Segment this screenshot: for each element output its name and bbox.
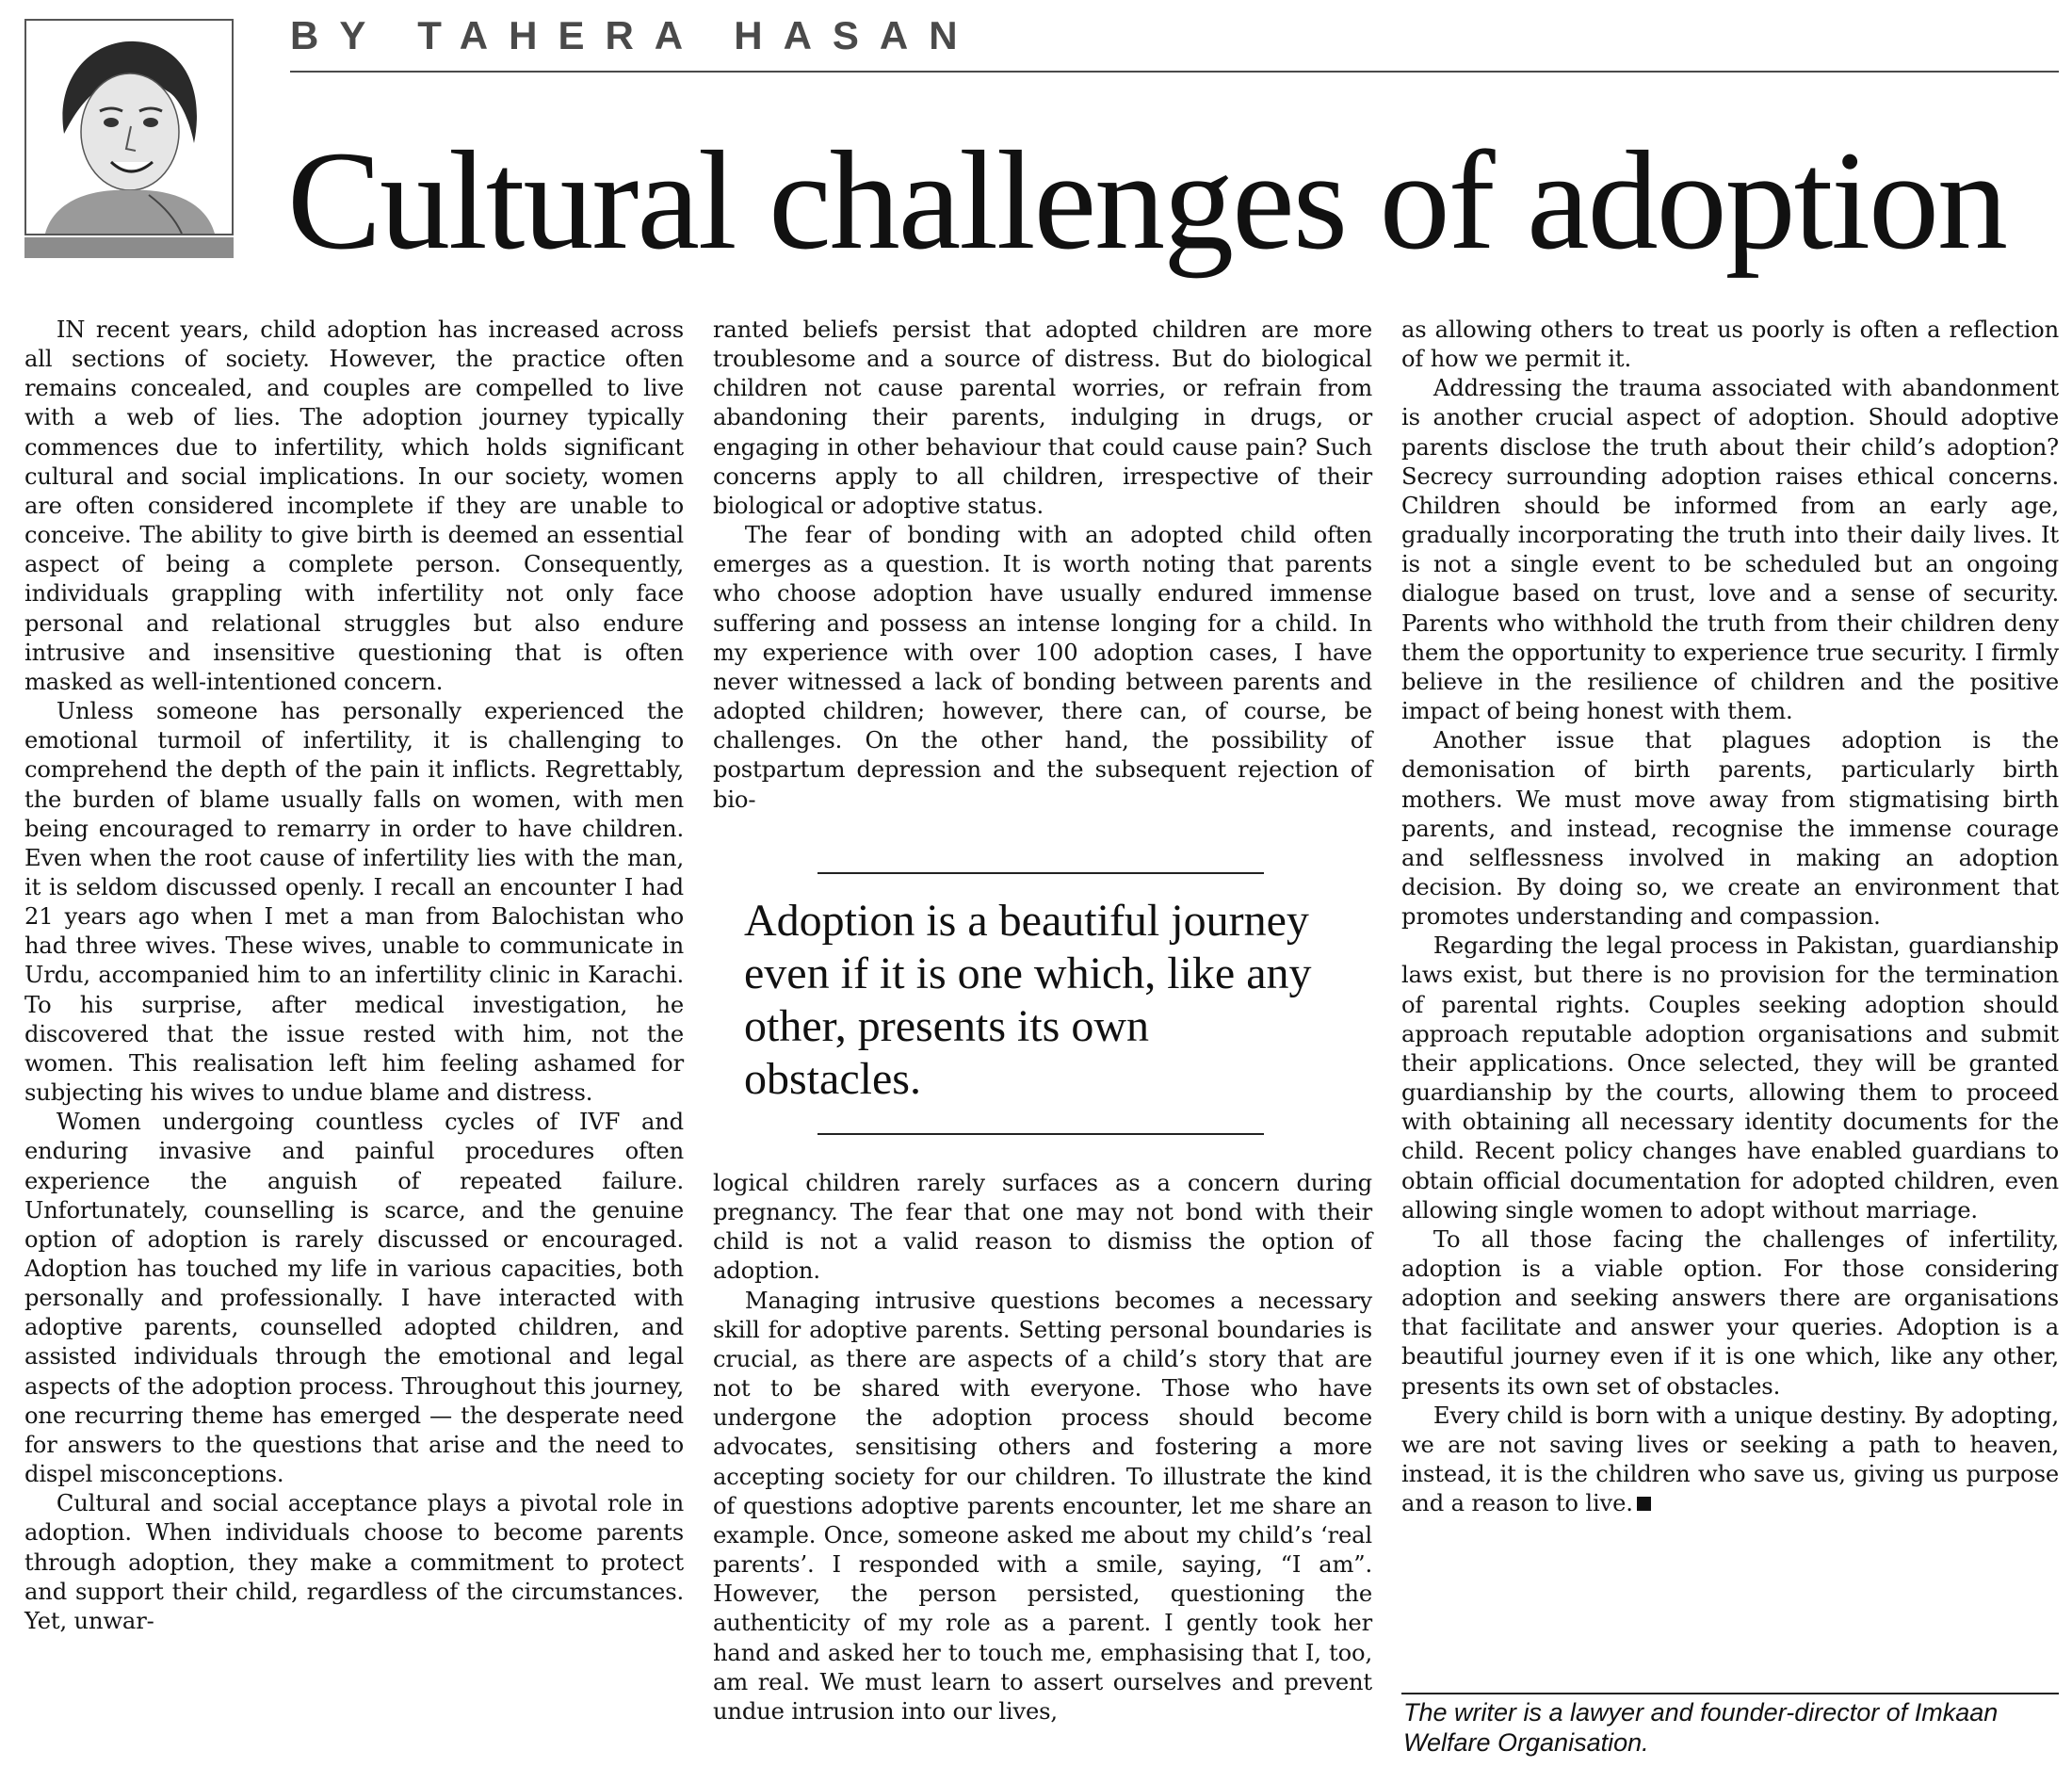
article-column-1 [24, 316, 684, 1636]
article-column-2-bottom [713, 1169, 1372, 1726]
portrait-accent-bar [24, 237, 234, 258]
paragraph: Women undergoing countless cycles of IVF and enduring invasive and painful procedures often experience the anguish of repeated failure. Unfortunately, counselling is scarce, and the genuine option of adoption is rarely discussed or encouraged. Adoption has touched my life in various capacities, both personally and professionally. I have interacted with adoptive parents, counselled adopted children, and assisted individuals through the emotional and legal aspects of the adoption process. Throughout this journey, one recurring theme has emerged — the desperate need for answers to the questions that arise and the need to dispel misconceptions. [24, 1109, 684, 1488]
end-of-article-icon [1637, 1497, 1651, 1511]
headline: Cultural challenges of adoption [287, 122, 2007, 279]
paragraph: Cultural and social acceptance plays a pivotal role in adoption. When individuals choose to become parents through adoption, they make a commitment to protect and support their child, regardless of the circumstances. Yet, unwar- [24, 1490, 684, 1634]
paragraph: To all those facing the challenges of infertility, adoption is a viable option. For those considering adoption and seeking answers there are organisations that facilitate and answer your queries. Adoption is a beautiful journey even if it is one which, like any other, presents its own set of obstacles. [1401, 1225, 2059, 1400]
author-portrait [24, 19, 234, 235]
author-note: The writer is a lawyer and founder-director of Imkaan Welfare Organisation. [1403, 1698, 1999, 1757]
paragraph: The fear of bonding with an adopted child often emerges as a question. It is worth noting that parents who choose adoption have usually endured immense suffering and possess an intense longing for a child. In my experience with over 100 adoption cases, I have never witnessed a lack of bonding between parents and adopted children; however, there can, of course, be challenges. On the other hand, the possibility of postpartum depression and the subsequent rejection of bio- [713, 522, 1372, 813]
article-column-3 [1401, 316, 2059, 1518]
paragraph: Addressing the trauma associated with abandonment is another crucial aspect of adoption. Should adoptive parents disclose the truth about their child’s adoption? Secrecy surrounding adoption raises ethical concerns. Children should be informed from an early age, gradually incorporating the truth into their daily lives. It is not a single event to be scheduled but an ongoing dialogue based on trust, love and a sense of security. Parents who withhold the truth from their children deny them the opportunity to experience true security. I firmly believe in the resilience of children and the positive impact of being honest with them. [1401, 375, 2059, 725]
footer-rule [1401, 1693, 2059, 1694]
paragraph: ranted beliefs persist that adopted children are more troublesome and a source of distress. But do biological children not cause parental worries, or refrain from abandoning their parents, indulging in drugs, or engaging in other behaviour that could cause pain? Such concerns apply to all children, irrespective of their biological or adoptive status. [713, 316, 1372, 519]
paragraph: logical children rarely surfaces as a concern during pregnancy. The fear that one may not bond with their child is not a valid reason to dismiss the option of adoption. [713, 1170, 1372, 1285]
paragraph: IN recent years, child adoption has increased across all sections of society. However, the practice often remains concealed, and couples are compelled to live with a web of lies. The adoption journey typically commences due to infertility, which holds significant cultural and social implications. In our society, women are often considered incomplete if they are unable to conceive. The ability to give birth is deemed an essential aspect of being a complete person. Consequently, individuals grappling with infertility not only face personal and relational struggles but also endure intrusive and insensitive questioning that is often masked as well-intentioned concern. [24, 316, 684, 695]
paragraph: Unless someone has personally experienced the emotional turmoil of infertility, it is challenging to comprehend the depth of the pain it inflicts. Regrettably, the burden of blame usually falls on women, with men being encouraged to remarry in order to have children. Even when the root cause of infertility lies with the man, it is seldom discussed openly. I recall an encounter I had 21 years ago when I met a man from Balochistan who had three wives. These wives, unable to communicate in Urdu, accompanied him to an infertility clinic in Karachi. To his surprise, after medical investigation, he discovered that the issue rested with him, not the women. This realisation left him feeling ashamed for subjecting his wives to undue blame and distress. [24, 698, 684, 1107]
paragraph: Managing intrusive questions becomes a necessary skill for adoptive parents. Setting personal boundaries is crucial, as there are aspects of a child’s story that are not to be shared with everyone. Those who have undergone the adoption process should become advocates, sensitising others and fostering a more accepting society for our children. To illustrate the kind of questions adoptive parents encounter, let me share an example. Once, someone asked me about my child’s ‘real parents’. I responded with a smile, saying, “I am”. However, the person persisted, questioning the authenticity of my role as a parent. I gently took her hand and asked her to touch me, emphasising that I, too, am real. We must learn to assert ourselves and prevent undue intrusion into our lives, [713, 1287, 1372, 1725]
author-portrait-drawing [26, 21, 232, 234]
paragraph-text: Every child is born with a unique destiny. By adopting, we are not saving lives or seeking a path to heaven, instead, it is the children who save us, giving us purpose and a reason to live. [1401, 1402, 2059, 1517]
paragraph: Another issue that plagues adoption is the demonisation of birth parents, particularly birth mothers. We must move away from stigmatising birth parents, and instead, recognise the immense courage and selflessness involved in making an adoption decision. By doing so, we create an environment that promotes understanding and compassion. [1401, 727, 2059, 931]
final-paragraph [1401, 1402, 2059, 1519]
pull-quote-rule-bottom [817, 1133, 1264, 1135]
pull-quote-rule-top [817, 872, 1264, 874]
article-column-2-top [713, 316, 1372, 815]
byline: BY TAHERA HASAN [290, 13, 979, 57]
header-rule [290, 71, 2059, 73]
paragraph: Regarding the legal process in Pakistan, guardianship laws exist, but there is no provision for the termination of parental rights. Couples seeking adoption should approach reputable adoption organisations and submit their applications. Once selected, they will be granted guardianship by the courts, allowing them to proceed with obtaining all necessary identity documents for the child. Recent policy changes have enabled guardians to obtain official documentation for adopted children, even allowing single women to adopt without marriage. [1401, 932, 2059, 1224]
paragraph: as allowing others to treat us poorly is often a reflection of how we permit it. [1401, 316, 2059, 373]
pull-quote: Adoption is a beautiful journey even if it is one which, like any other, presents its own obstacles. [744, 896, 1312, 1104]
